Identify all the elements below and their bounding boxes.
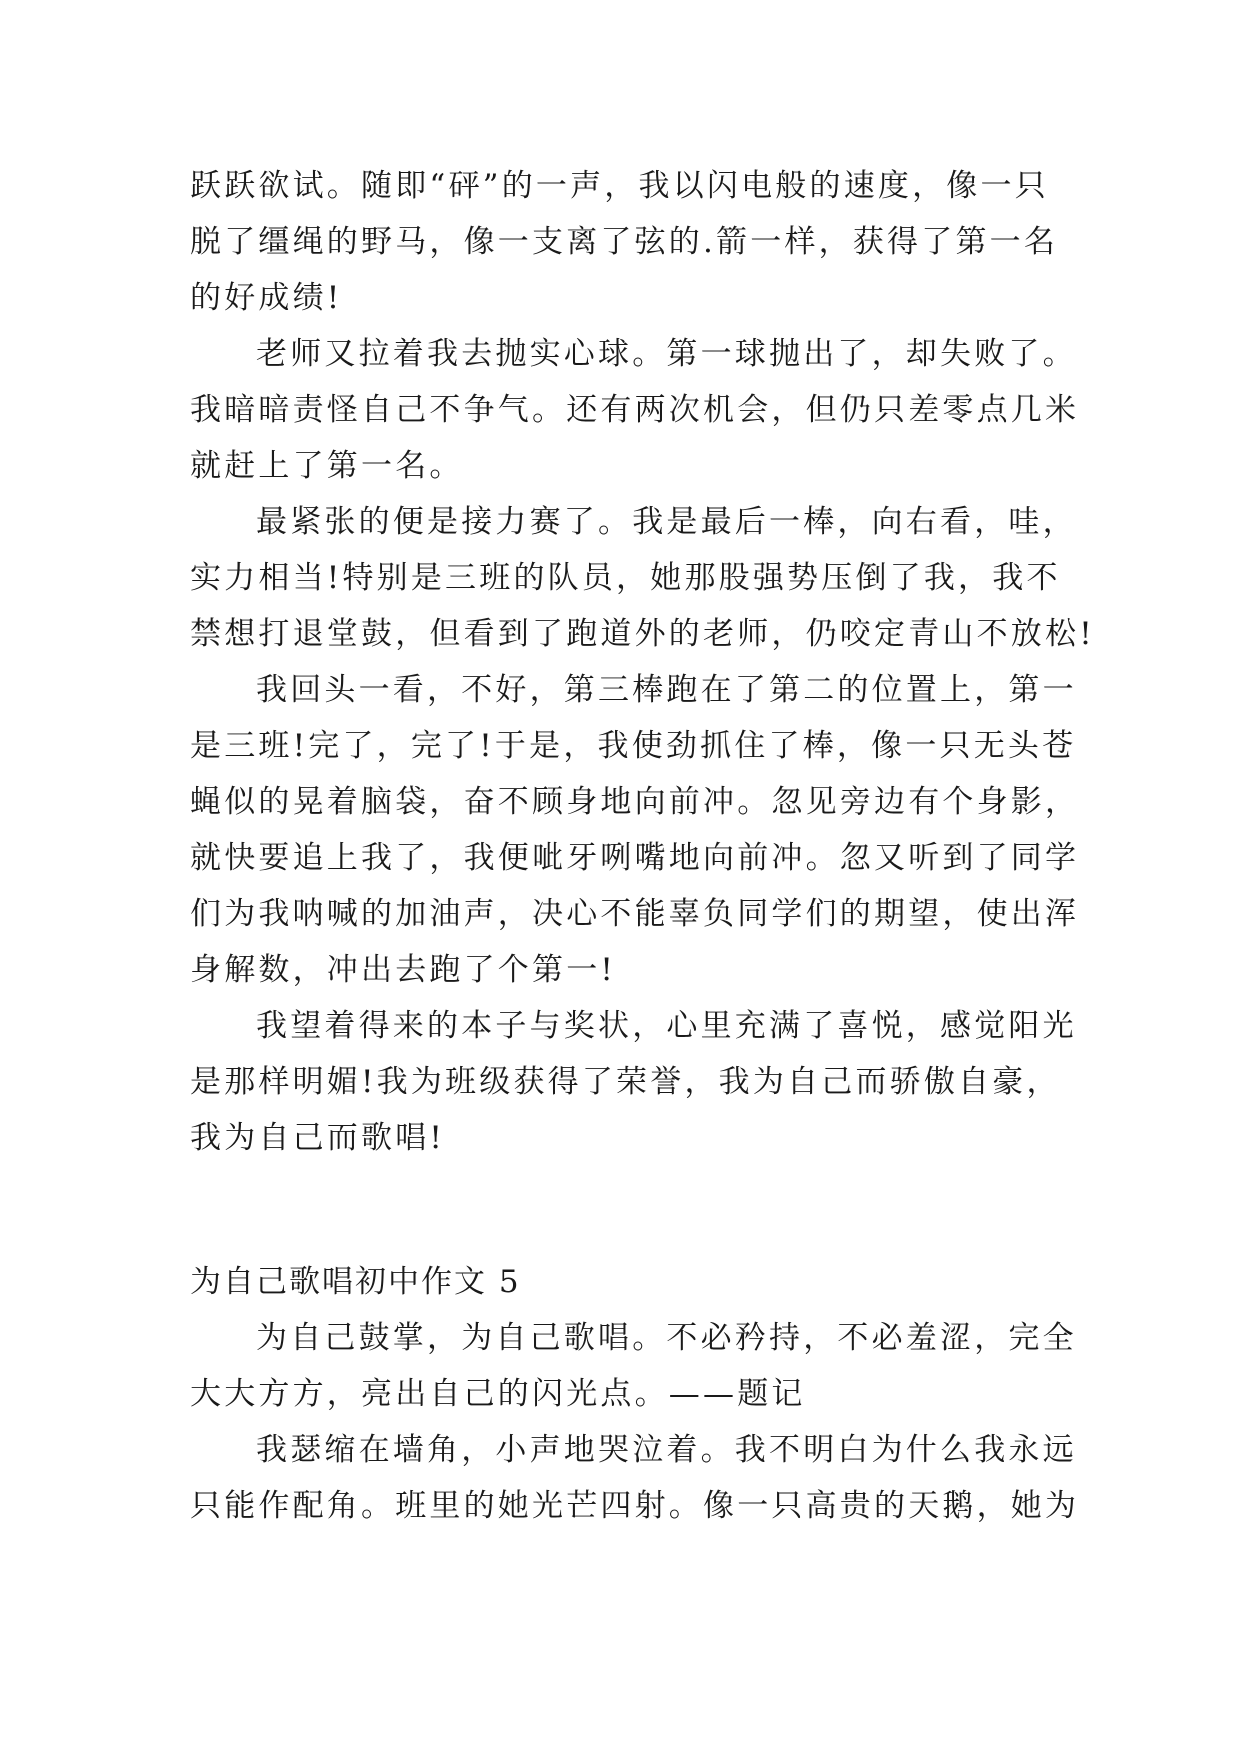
paragraph-first-line: 最紧张的便是接力赛了。我是最后一棒，向右看，哇， (256, 504, 1077, 540)
text-line: 我暗暗责怪自己不争气。还有两次机会，但仍只差零点几米 (190, 392, 1080, 428)
text-line: 们为我呐喊的加油声，决心不能辜负同学们的期望，使出浑 (190, 896, 1080, 932)
text-line: 脱了缰绳的野马，像一支离了弦的.箭一样，获得了第一名 (190, 224, 1059, 260)
text-line: 是那样明媚!我为班级获得了荣誉，我为自己而骄傲自豪， (190, 1064, 1061, 1100)
paragraph-first-line: 我望着得来的本子与奖状，心里充满了喜悦，感觉阳光 (256, 1008, 1077, 1044)
section-heading: 为自己歌唱初中作文 5 (190, 1264, 521, 1300)
text-line: 是三班!完了，完了!于是，我使劲抓住了棒，像一只无头苍 (190, 728, 1077, 764)
paragraph-first-line: 我瑟缩在墙角，小声地哭泣着。我不明白为什么我永远 (256, 1432, 1077, 1468)
text-line: 我为自己而歌唱! (190, 1120, 446, 1156)
text-line: 实力相当!特别是三班的队员，她那股强势压倒了我，我不 (190, 560, 1061, 596)
text-line: 就快要追上我了，我便呲牙咧嘴地向前冲。忽又听到了同学 (190, 840, 1080, 876)
text-line: 禁想打退堂鼓，但看到了跑道外的老师，仍咬定青山不放松! (190, 616, 1095, 652)
text-line: 就赶上了第一名。 (190, 448, 464, 484)
paragraph-first-line: 老师又拉着我去抛实心球。第一球抛出了，却失败了。 (256, 336, 1077, 372)
text-line: 的好成绩! (190, 280, 343, 316)
paragraph-first-line: 为自己鼓掌，为自己歌唱。不必矜持，不必羞涩，完全 (256, 1320, 1077, 1356)
text-line: 跃跃欲试。随即“砰”的一声，我以闪电般的速度，像一只 (190, 168, 1049, 204)
text-line: 身解数，冲出去跑了个第一! (190, 952, 617, 988)
text-line: 只能作配角。班里的她光芒四射。像一只高贵的天鹅，她为 (190, 1488, 1080, 1524)
text-line: 蝇似的晃着脑袋，奋不顾身地向前冲。忽见旁边有个身影， (190, 784, 1080, 820)
paragraph-first-line: 我回头一看，不好，第三棒跑在了第二的位置上，第一 (256, 672, 1077, 708)
text-line: 大大方方，亮出自己的闪光点。——题记 (190, 1376, 806, 1412)
